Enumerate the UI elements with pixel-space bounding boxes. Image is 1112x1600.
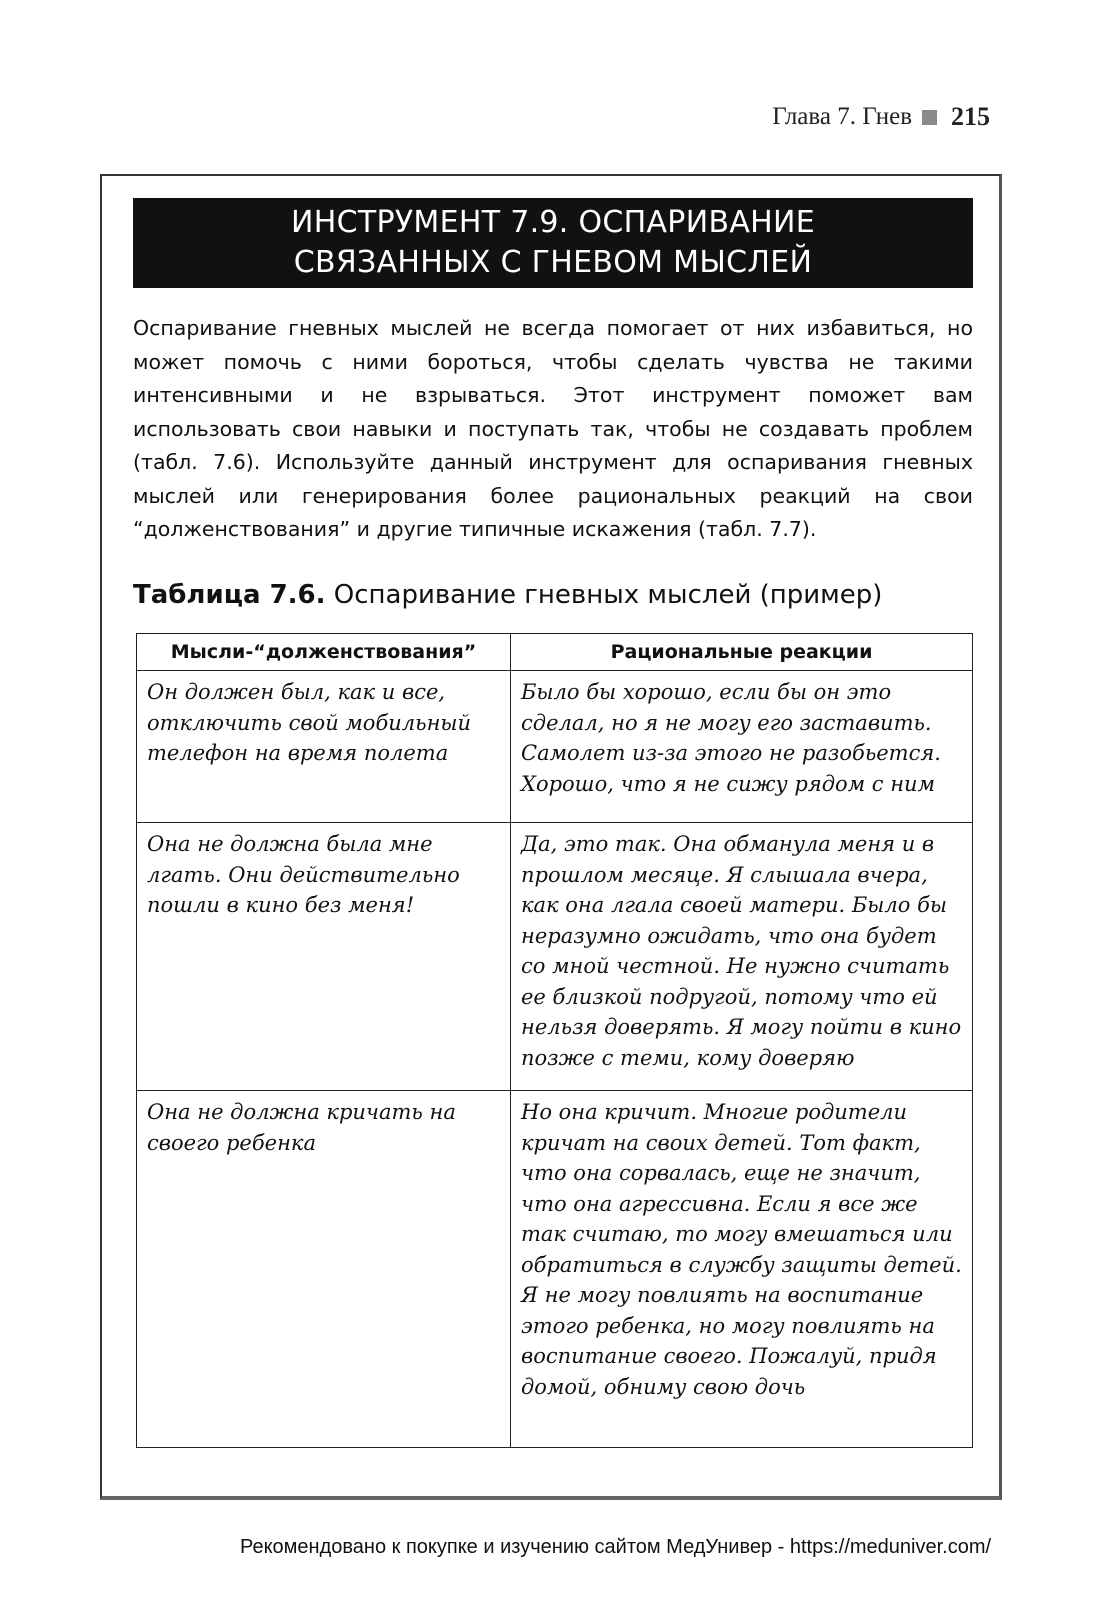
- chapter-title: Глава 7. Гнев: [772, 103, 912, 130]
- table-caption-label: Таблица 7.6.: [133, 580, 326, 610]
- tool-title-line-2: СВЯЗАННЫХ С ГНЕВОМ МЫСЛЕЙ: [293, 245, 813, 280]
- running-header: [772, 102, 990, 132]
- footer-note: Рекомендовано к покупке и изучению сайтом МедУнивер - https://meduniver.com/: [240, 1536, 992, 1558]
- response-cell: Было бы хорошо, если бы он это сделал, но я не могу его заставить. Самолет из-за этого не разобьется. Хорошо, что я не сижу рядом с ним: [511, 671, 973, 823]
- table-row: [137, 671, 973, 823]
- page-number: 215: [951, 102, 990, 131]
- response-cell: Но она кричит. Многие родители кричат на своих детей. Тот факт, что она сорвалась, еще не значит, что она агрессивна. Если я все же так считаю, то могу вмешаться или обратиться в службу защиты детей. Я не могу повлиять на воспитание этого ребенка, но могу повлиять на воспитание своего. Пожалуй, придя домой, обниму свою дочь: [511, 1091, 973, 1448]
- column-header-responses: Рациональные реакции: [511, 634, 973, 671]
- example-table: [136, 633, 973, 1448]
- table-row: [137, 823, 973, 1091]
- tool-title-line-1: ИНСТРУМЕНТ 7.9. ОСПАРИВАНИЕ: [290, 205, 816, 240]
- square-bullet-icon: [922, 110, 937, 125]
- response-cell: Да, это так. Она обманула меня и в прошлом месяце. Я слышала вчера, как она лгала своей матери. Было бы неразумно ожидать, что она будет со мной честной. Не нужно считать ее близкой подругой, потому что ей нельзя доверять. Я могу пойти в кино позже с теми, кому доверяю: [511, 823, 973, 1091]
- column-header-thoughts: Мысли-“долженствования”: [137, 634, 511, 671]
- table-caption-text: Оспаривание гневных мыслей (пример): [333, 580, 883, 610]
- intro-paragraph: Оспаривание гневных мыслей не всегда помогает от них избавиться, но может помочь с ними бороться, чтобы сделать чувства не такими интенсивными и не взрываться. Этот инструмент поможет вам использовать свои навыки и поступать так, чтобы не создавать проблем (табл. 7.6). Используйте данный инструмент для оспаривания гневных мыслей или генерирования более рациональных реакций на свои “долженствования” и другие типичные искажения (табл. 7.7).: [133, 316, 973, 541]
- tool-title-banner: [133, 198, 973, 288]
- table-caption: [133, 580, 882, 610]
- thought-cell: Она не должна кричать на своего ребенка: [137, 1091, 511, 1448]
- thought-cell: Она не должна была мне лгать. Они действительно пошли в кино без меня!: [137, 823, 511, 1091]
- thought-cell: Он должен был, как и все, отключить свой мобильный телефон на время полета: [137, 671, 511, 823]
- table-header-row: [137, 634, 973, 671]
- table-row: [137, 1091, 973, 1448]
